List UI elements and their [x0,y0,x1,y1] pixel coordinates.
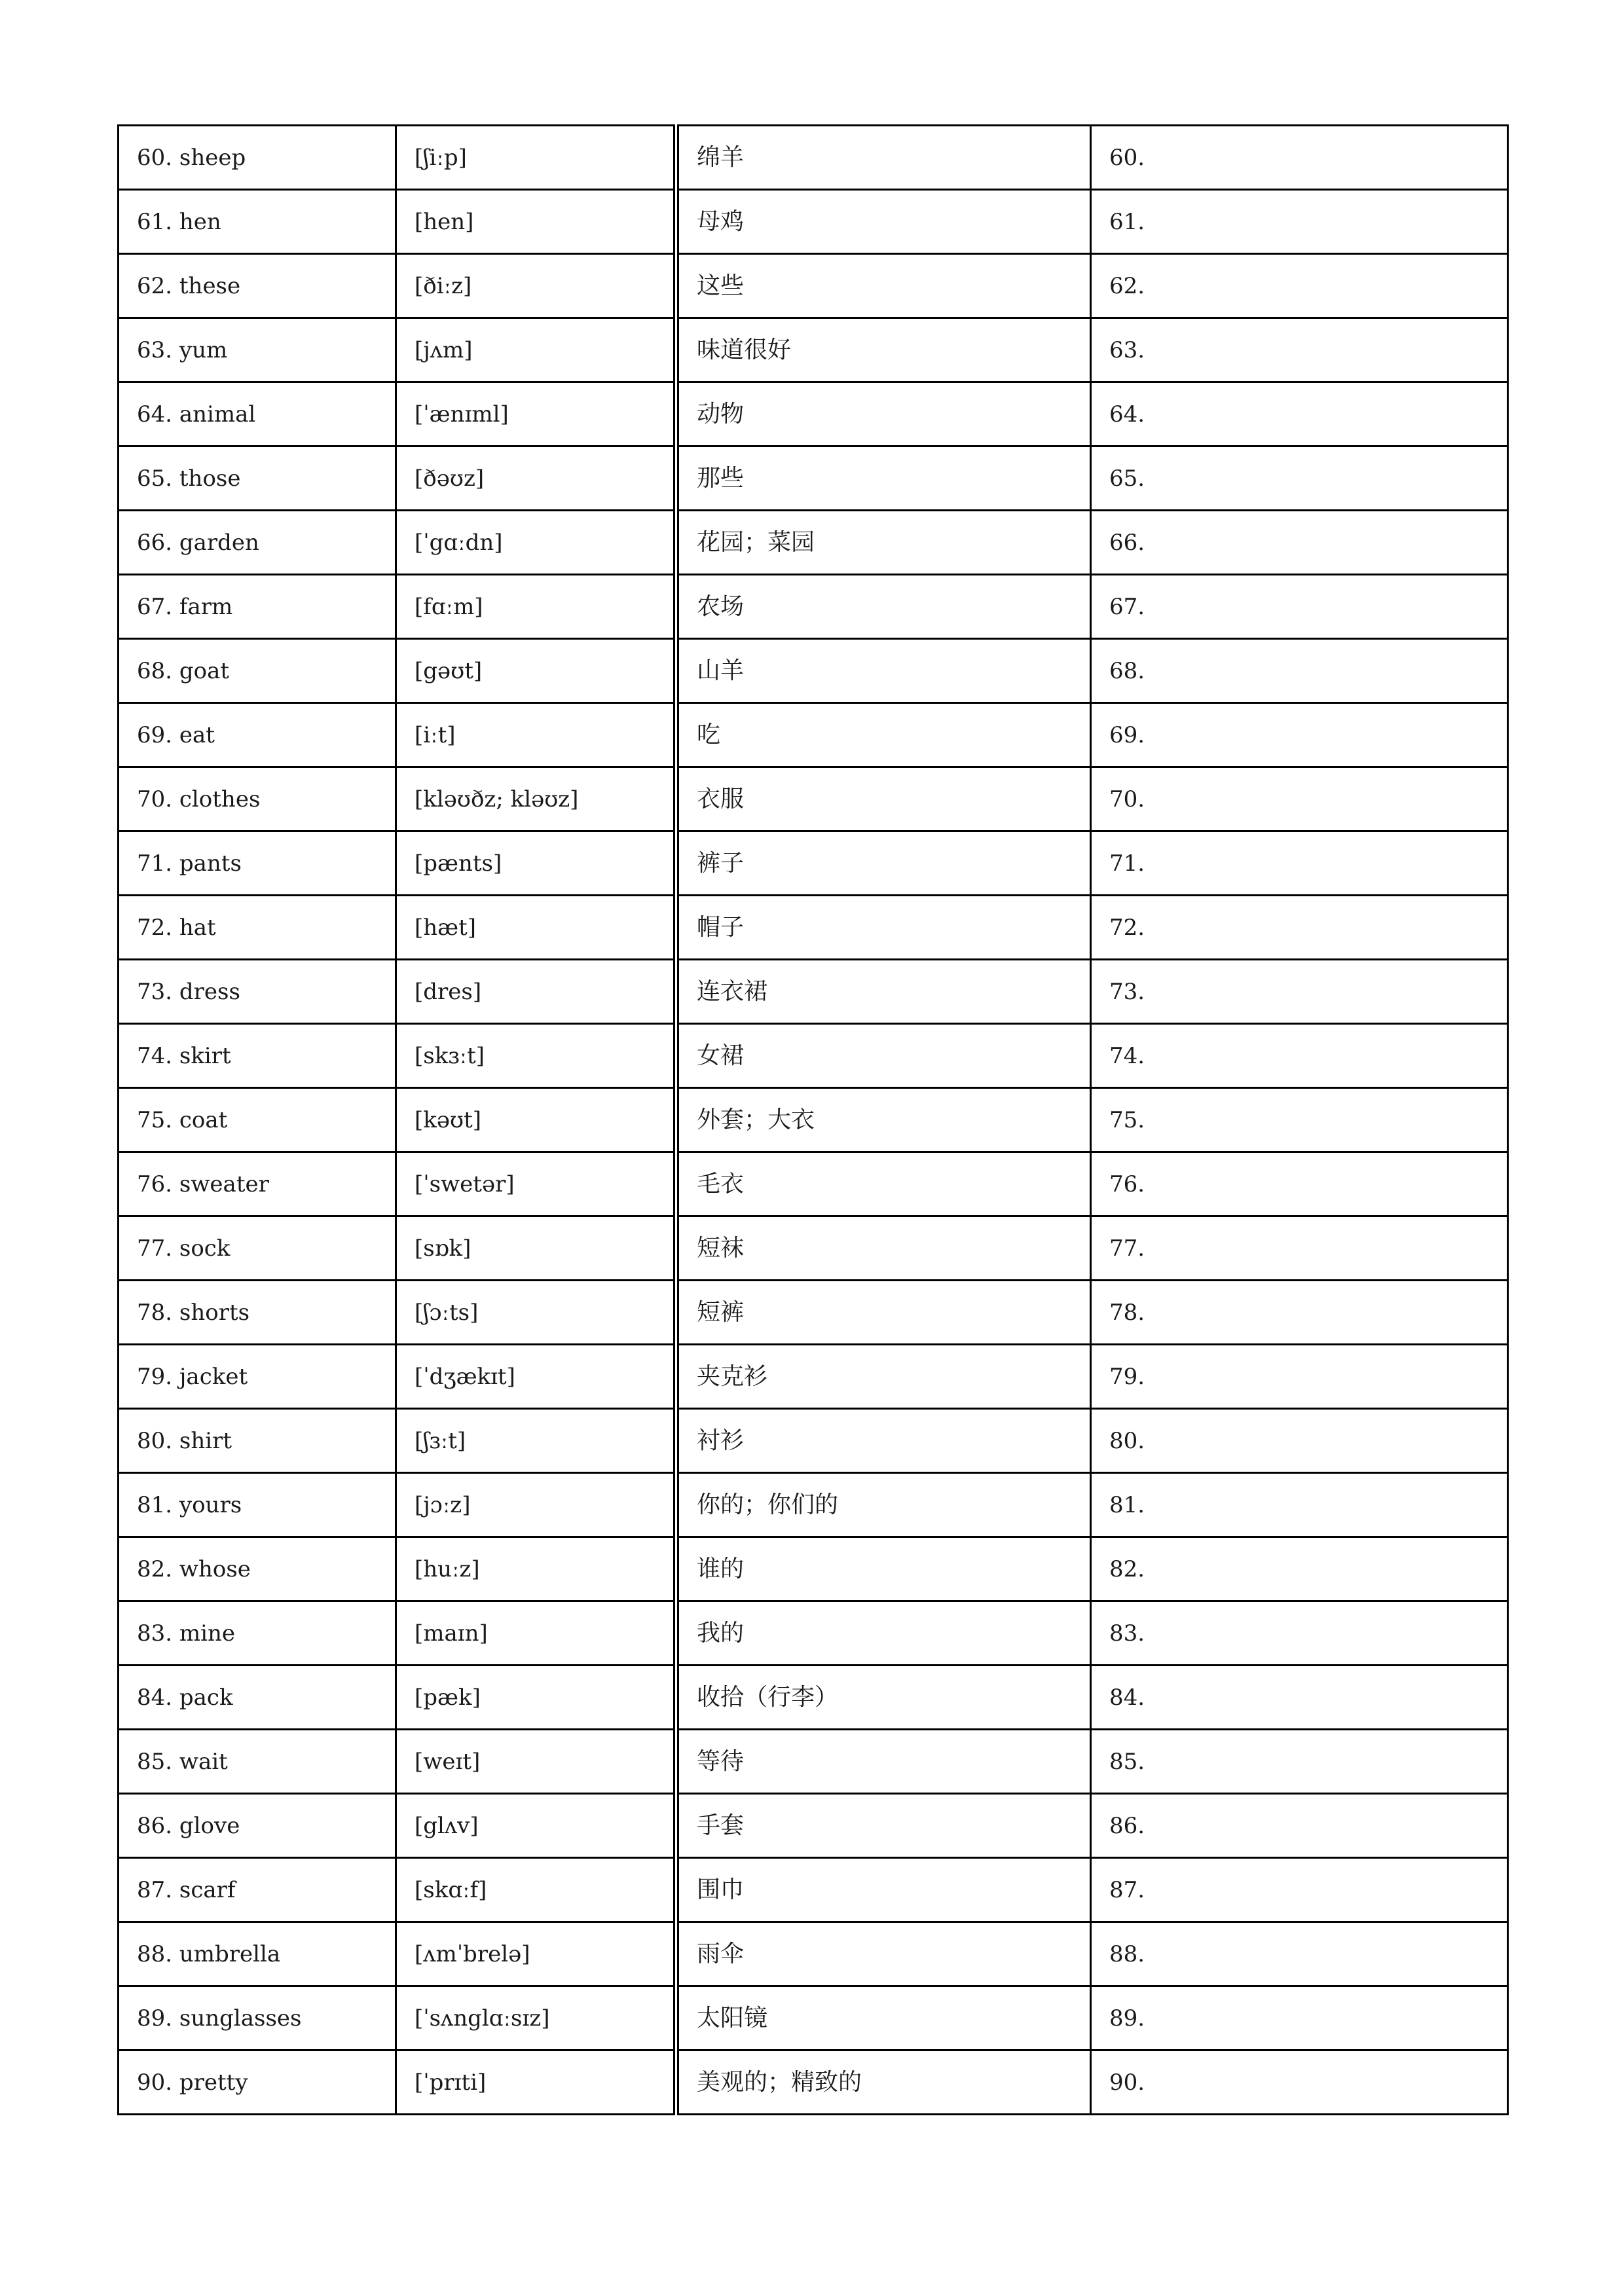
meaning-cell: 裤子 [676,831,1091,896]
answer-cell: 60. [1091,126,1508,190]
meaning-cell: 谁的 [676,1537,1091,1601]
meaning-cell: 连衣裙 [676,960,1091,1024]
word-cell: 74. skirt [119,1024,396,1088]
answer-cell: 67. [1091,575,1508,639]
phonetic-cell: [weɪt] [396,1730,676,1794]
vocab-row [119,1473,1508,1537]
answer-cell: 71. [1091,831,1508,896]
meaning-cell: 雨伞 [676,1922,1091,1986]
word-cell: 68. goat [119,639,396,703]
word-cell: 71. pants [119,831,396,896]
word-cell: 76. sweater [119,1152,396,1216]
word-cell: 88. umbrella [119,1922,396,1986]
vocab-row [119,2050,1508,2115]
vocab-row [119,1922,1508,1986]
meaning-cell: 等待 [676,1730,1091,1794]
word-cell: 73. dress [119,960,396,1024]
meaning-cell: 我的 [676,1601,1091,1666]
phonetic-cell: [pænts] [396,831,676,896]
answer-cell: 72. [1091,896,1508,960]
word-cell: 62. these [119,254,396,318]
word-cell: 69. eat [119,703,396,767]
vocab-row [119,896,1508,960]
answer-cell: 68. [1091,639,1508,703]
vocab-row [119,1537,1508,1601]
meaning-cell: 美观的；精致的 [676,2050,1091,2115]
word-cell: 78. shorts [119,1281,396,1345]
word-cell: 67. farm [119,575,396,639]
phonetic-cell: [ˈdʒækɪt] [396,1345,676,1409]
meaning-cell: 味道很好 [676,318,1091,382]
answer-cell: 85. [1091,1730,1508,1794]
phonetic-cell: [ˈsʌnglɑːsɪz] [396,1986,676,2050]
meaning-cell: 手套 [676,1794,1091,1858]
answer-cell: 61. [1091,190,1508,254]
answer-cell: 65. [1091,446,1508,511]
phonetic-cell: [ˈgɑːdn] [396,511,676,575]
vocab-row [119,1152,1508,1216]
vocab-row [119,1730,1508,1794]
phonetic-cell: [ˈænɪml] [396,382,676,446]
word-cell: 83. mine [119,1601,396,1666]
answer-cell: 69. [1091,703,1508,767]
vocab-row [119,703,1508,767]
phonetic-cell: [hæt] [396,896,676,960]
answer-cell: 66. [1091,511,1508,575]
phonetic-cell: [dres] [396,960,676,1024]
word-cell: 72. hat [119,896,396,960]
meaning-cell: 你的；你们的 [676,1473,1091,1537]
phonetic-cell: [sɒk] [396,1216,676,1281]
phonetic-cell: [ʃɜːt] [396,1409,676,1473]
vocab-row [119,382,1508,446]
word-cell: 60. sheep [119,126,396,190]
vocab-row [119,1216,1508,1281]
phonetic-cell: [ʌmˈbrelə] [396,1922,676,1986]
vocab-row [119,126,1508,190]
answer-cell: 76. [1091,1152,1508,1216]
vocab-row [119,831,1508,896]
meaning-cell: 那些 [676,446,1091,511]
phonetic-cell: [skɜːt] [396,1024,676,1088]
phonetic-cell: [ˈswetər] [396,1152,676,1216]
answer-cell: 64. [1091,382,1508,446]
answer-cell: 74. [1091,1024,1508,1088]
phonetic-cell: [glʌv] [396,1794,676,1858]
phonetic-cell: [ðəʊz] [396,446,676,511]
vocab-row [119,446,1508,511]
phonetic-cell: [ðiːz] [396,254,676,318]
word-cell: 63. yum [119,318,396,382]
word-cell: 75. coat [119,1088,396,1152]
answer-cell: 87. [1091,1858,1508,1922]
word-cell: 66. garden [119,511,396,575]
vocab-row [119,1409,1508,1473]
vocab-row [119,960,1508,1024]
meaning-cell: 这些 [676,254,1091,318]
meaning-cell: 吃 [676,703,1091,767]
word-cell: 61. hen [119,190,396,254]
vocab-row [119,575,1508,639]
answer-cell: 62. [1091,254,1508,318]
meaning-cell: 外套；大衣 [676,1088,1091,1152]
word-cell: 70. clothes [119,767,396,831]
phonetic-cell: [maɪn] [396,1601,676,1666]
vocab-row [119,318,1508,382]
vocab-row [119,639,1508,703]
answer-cell: 82. [1091,1537,1508,1601]
vocab-row [119,1281,1508,1345]
answer-cell: 63. [1091,318,1508,382]
answer-cell: 81. [1091,1473,1508,1537]
phonetic-cell: [ʃiːp] [396,126,676,190]
vocab-row [119,511,1508,575]
word-cell: 89. sunglasses [119,1986,396,2050]
word-cell: 86. glove [119,1794,396,1858]
meaning-cell: 毛衣 [676,1152,1091,1216]
vocab-row [119,1601,1508,1666]
meaning-cell: 太阳镜 [676,1986,1091,2050]
answer-cell: 75. [1091,1088,1508,1152]
phonetic-cell: [hen] [396,190,676,254]
phonetic-cell: [ʃɔːts] [396,1281,676,1345]
answer-cell: 84. [1091,1666,1508,1730]
word-cell: 82. whose [119,1537,396,1601]
meaning-cell: 短袜 [676,1216,1091,1281]
meaning-cell: 绵羊 [676,126,1091,190]
word-cell: 84. pack [119,1666,396,1730]
answer-cell: 89. [1091,1986,1508,2050]
vocabulary-table [117,124,1509,2115]
meaning-cell: 母鸡 [676,190,1091,254]
vocab-row [119,1794,1508,1858]
meaning-cell: 夹克衫 [676,1345,1091,1409]
word-cell: 87. scarf [119,1858,396,1922]
word-cell: 64. animal [119,382,396,446]
phonetic-cell: [skɑːf] [396,1858,676,1922]
vocab-row [119,190,1508,254]
meaning-cell: 帽子 [676,896,1091,960]
phonetic-cell: [gəʊt] [396,639,676,703]
answer-cell: 80. [1091,1409,1508,1473]
answer-cell: 83. [1091,1601,1508,1666]
phonetic-cell: [fɑːm] [396,575,676,639]
answer-cell: 79. [1091,1345,1508,1409]
meaning-cell: 围巾 [676,1858,1091,1922]
answer-cell: 86. [1091,1794,1508,1858]
answer-cell: 77. [1091,1216,1508,1281]
meaning-cell: 农场 [676,575,1091,639]
answer-cell: 88. [1091,1922,1508,1986]
vocab-row [119,1666,1508,1730]
answer-cell: 73. [1091,960,1508,1024]
meaning-cell: 短裤 [676,1281,1091,1345]
vocab-row [119,767,1508,831]
phonetic-cell: [jʌm] [396,318,676,382]
answer-cell: 70. [1091,767,1508,831]
answer-cell: 90. [1091,2050,1508,2115]
vocab-row [119,1858,1508,1922]
meaning-cell: 花园；菜园 [676,511,1091,575]
word-cell: 77. sock [119,1216,396,1281]
phonetic-cell: [kəʊt] [396,1088,676,1152]
meaning-cell: 衣服 [676,767,1091,831]
word-cell: 81. yours [119,1473,396,1537]
word-cell: 90. pretty [119,2050,396,2115]
word-cell: 85. wait [119,1730,396,1794]
vocab-row [119,1986,1508,2050]
vocab-row [119,1088,1508,1152]
phonetic-cell: [ˈprɪti] [396,2050,676,2115]
meaning-cell: 收拾（行李） [676,1666,1091,1730]
vocab-row [119,1024,1508,1088]
answer-cell: 78. [1091,1281,1508,1345]
meaning-cell: 衬衫 [676,1409,1091,1473]
vocab-row [119,1345,1508,1409]
meaning-cell: 山羊 [676,639,1091,703]
phonetic-cell: [jɔːz] [396,1473,676,1537]
word-cell: 79. jacket [119,1345,396,1409]
meaning-cell: 动物 [676,382,1091,446]
phonetic-cell: [huːz] [396,1537,676,1601]
word-cell: 80. shirt [119,1409,396,1473]
vocab-row [119,254,1508,318]
phonetic-cell: [iːt] [396,703,676,767]
meaning-cell: 女裙 [676,1024,1091,1088]
phonetic-cell: [pæk] [396,1666,676,1730]
phonetic-cell: [kləʊðz; kləʊz] [396,767,676,831]
word-cell: 65. those [119,446,396,511]
